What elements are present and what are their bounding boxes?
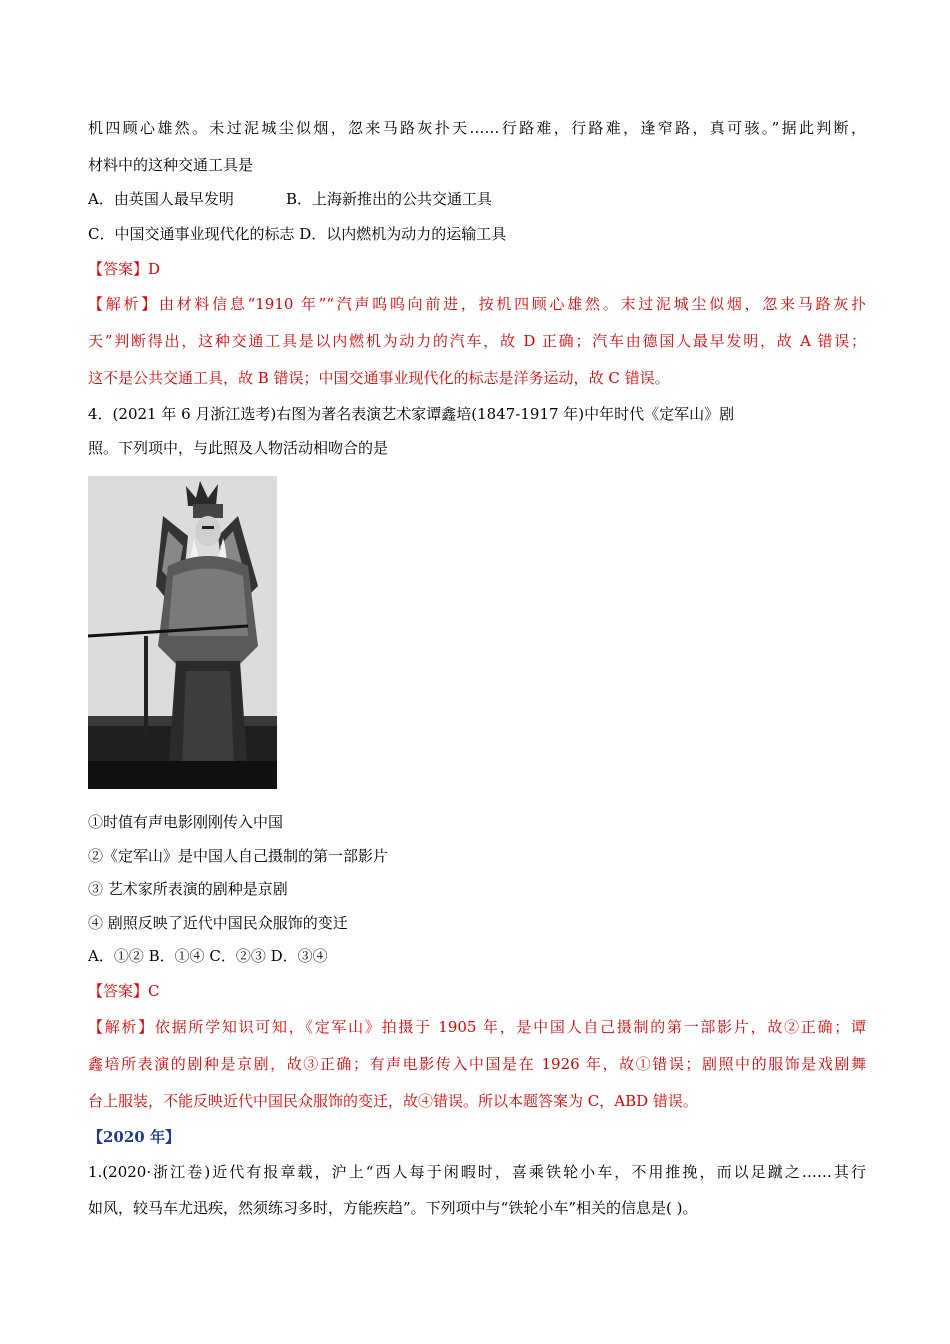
q3-option-b: B．上海新推出的公共交通工具 — [286, 190, 493, 208]
opera-stage-photo — [88, 476, 277, 789]
q4-item-2: ②《定军山》是中国人自己摄制的第一部影片 — [88, 847, 389, 865]
q4-item-1: ①时值有声电影刚刚传入中国 — [88, 813, 284, 831]
q3-explanation-line-2: 天”判断得出，这种交通工具是以内燃机为动力的汽车，故 D 正确；汽车由德国人最早发明，故 A 错误； — [88, 332, 866, 350]
q4-explanation-line-2: 鑫培所表演的剧种是京剧，故③正确；有声电影传入中国是在 1926 年，故①错误；剧照中的服饰是戏剧舞 — [88, 1055, 866, 1073]
q3-explanation-label: 【解析】 — [88, 295, 159, 313]
q2020-stem-line-2: 如风，较马车尤迅疾，然须练习多时，方能疾趋”。下列项中与“铁轮小车”相关的信息是( )。 — [88, 1199, 698, 1217]
q4-item-3: ③ 艺术家所表演的剧种是京剧 — [88, 880, 288, 898]
q3-material-line-1: 机四顾心雄然。未过泥城尘似烟，忽来马路灰扑天……行路难，行路难，逢窄路，真可骇。”据此判断， — [88, 119, 866, 137]
q4-explanation-label: 【解析】 — [88, 1018, 155, 1036]
q3-explanation-line-3: 这不是公共交通工具，故 B 错误；中国交通事业现代化的标志是洋务运动，故 C 错误。 — [88, 369, 670, 387]
q4-stem-line-2: 照。下列项中，与此照及人物活动相吻合的是 — [88, 439, 389, 457]
q4-options: A．①② B．①④ C．②③ D．③④ — [88, 947, 328, 965]
q3-option-a: A．由英国人最早发明 — [88, 190, 234, 208]
q3-answer: 【答案】D — [88, 260, 161, 278]
q3-options-cd: C．中国交通事业现代化的标志 D．以内燃机为动力的运输工具 — [88, 225, 507, 243]
q3-question-stem: 材料中的这种交通工具是 — [88, 156, 254, 174]
q4-item-4: ④ 剧照反映了近代中国民众服饰的变迁 — [88, 914, 348, 932]
q3-explanation-text-1: 由材料信息“1910 年”“汽声呜呜向前进，按机四顾心雄然。末过泥城尘似烟，忽来马路灰扑 — [158, 295, 866, 313]
year-heading-2020: 【2020 年】 — [88, 1128, 180, 1146]
q4-explanation-line-1 — [88, 1017, 866, 1037]
q4-stem-line-1: 4．(2021 年 6 月浙江选考)右图为著名表演艺术家谭鑫培(1847-1917 年)中年时代《定军山》剧 — [88, 405, 735, 423]
opera-figure-image — [88, 476, 277, 789]
q4-answer: 【答案】C — [88, 982, 160, 1000]
q2020-stem-line-1: 1.(2020·浙江卷)近代有报章载，沪上“西人每于闲暇时，喜乘铁轮小车，不用推挽，而以足蹴之……其行 — [88, 1163, 866, 1181]
q4-explanation-line-3: 台上服装，不能反映近代中国民众服饰的变迁，故④错误。所以本题答案为 C，ABD 错误。 — [88, 1092, 698, 1110]
q3-explanation-line-1 — [88, 294, 866, 314]
q4-explanation-text-1: 依据所学知识可知，《定军山》拍摄于 1905 年，是中国人自己摄制的第一部影片，故②正确；谭 — [154, 1018, 866, 1036]
